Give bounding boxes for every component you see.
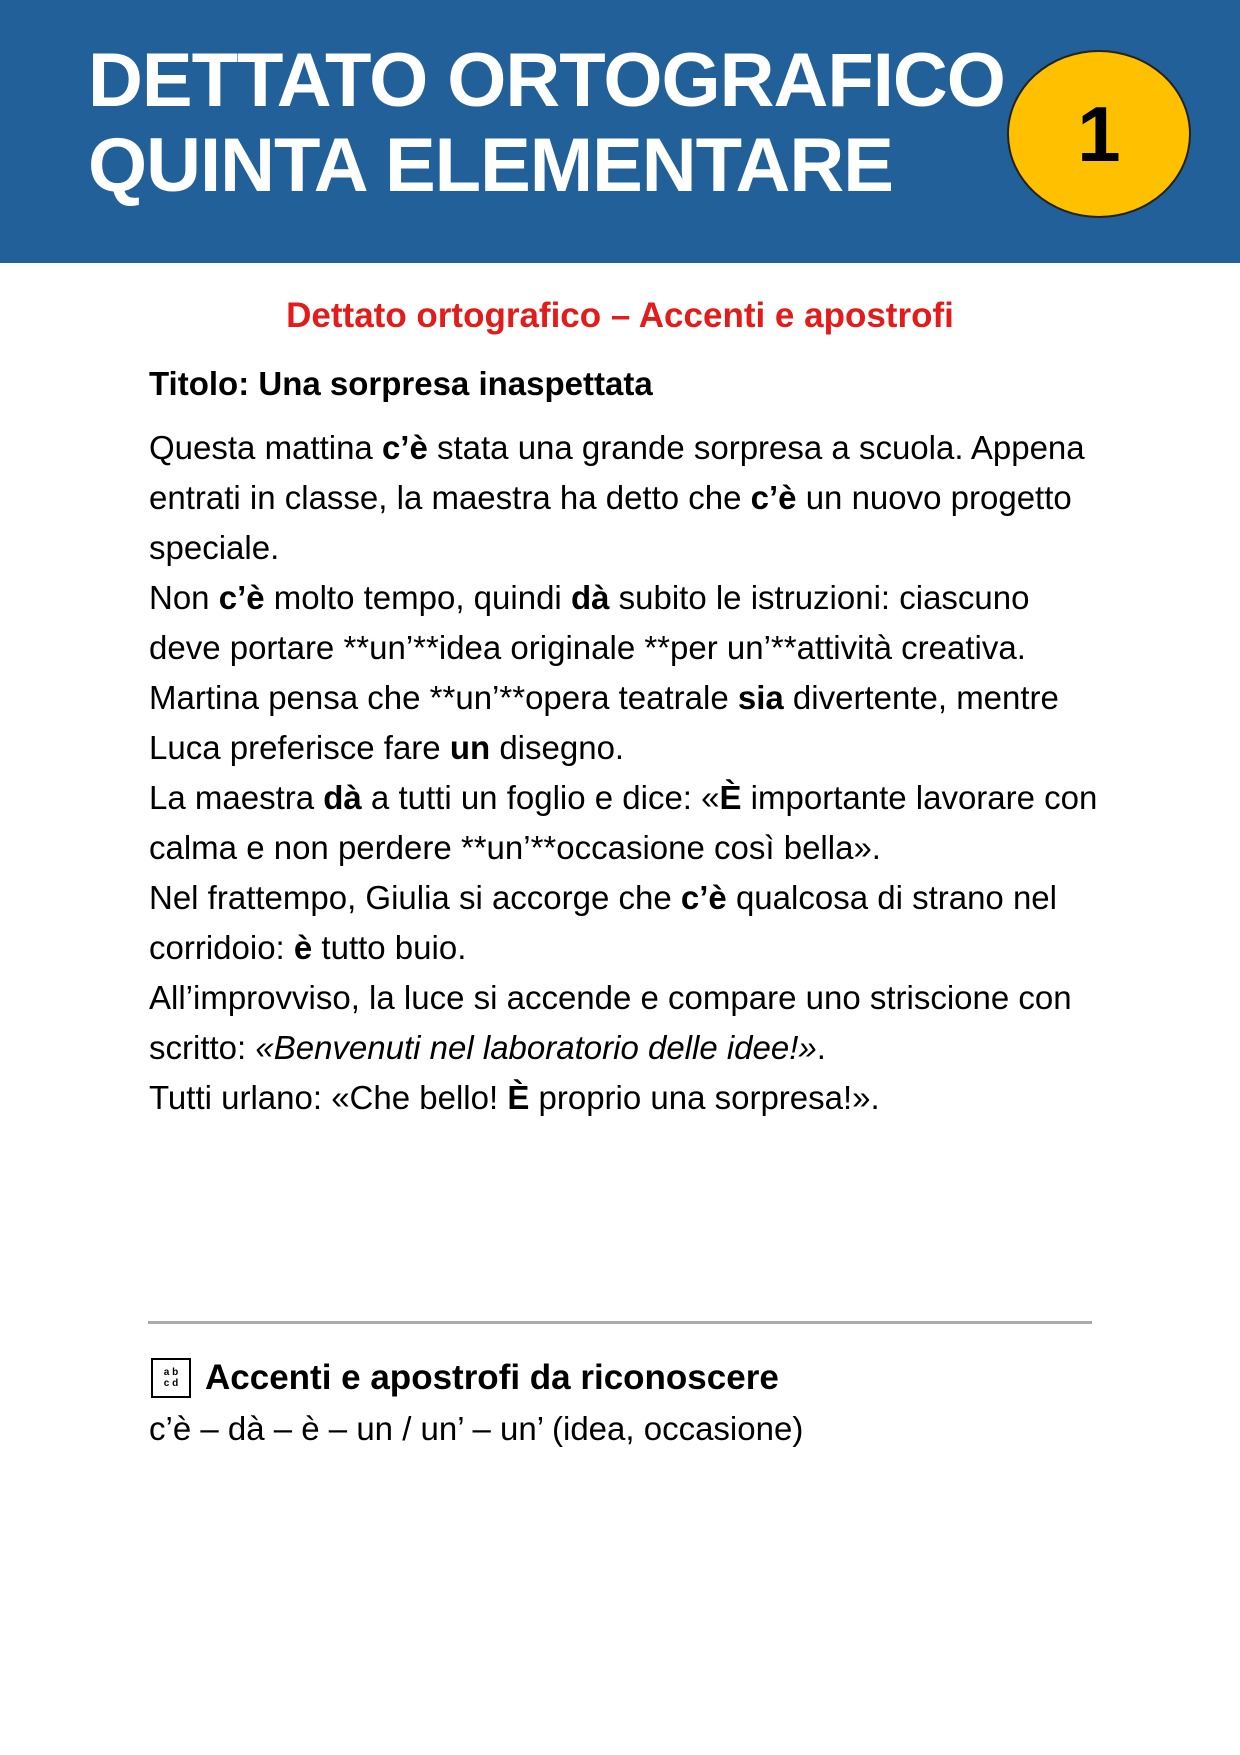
text-segment: divertente, mentre Luca preferisce fare bbox=[149, 679, 1059, 766]
story-paragraph bbox=[149, 423, 1099, 573]
icon-text-2: c d bbox=[163, 1378, 179, 1389]
bold-word: c’è bbox=[218, 579, 265, 616]
story-paragraph bbox=[149, 673, 1099, 773]
section-body: c’è – dà – è – un / un’ – un’ (idea, occasione) bbox=[149, 1410, 804, 1447]
story-paragraph bbox=[149, 1073, 1099, 1123]
story-paragraph bbox=[149, 973, 1099, 1073]
subtitle: Dettato ortografico – Accenti e apostrofi bbox=[286, 296, 954, 335]
text-segment: La maestra bbox=[149, 779, 324, 816]
text-segment: qualcosa di strano nel corridoio: bbox=[149, 879, 1057, 966]
text-segment: Questa mattina bbox=[149, 429, 382, 466]
page-title bbox=[88, 38, 1005, 208]
bold-word: c’è bbox=[680, 879, 727, 916]
story-paragraph bbox=[149, 873, 1099, 973]
header-band bbox=[0, 0, 1240, 263]
story-paragraph bbox=[149, 773, 1099, 873]
abcd-icon bbox=[151, 1358, 191, 1398]
bold-word: c’è bbox=[381, 429, 428, 466]
text-segment: molto tempo, quindi bbox=[264, 579, 571, 616]
text-segment: un nuovo progetto speciale. bbox=[149, 479, 1072, 566]
text-segment: a tutti un foglio e dice: « bbox=[361, 779, 720, 816]
text-segment: Nel frattempo, Giulia si accorge che bbox=[149, 879, 681, 916]
text-segment: disegno. bbox=[490, 729, 625, 766]
icon-text-1: a b bbox=[163, 1367, 179, 1378]
text-segment: stata una grande sorpresa a scuola. Appena entrati in classe, la maestra ha detto che bbox=[149, 429, 1085, 516]
text-segment: proprio una sorpresa!». bbox=[529, 1079, 880, 1116]
story bbox=[149, 359, 1099, 1123]
bold-word: dà bbox=[323, 779, 362, 816]
number-badge: 1 bbox=[1007, 50, 1191, 218]
italic-text: «Benvenuti nel laboratorio delle idee!» bbox=[255, 1029, 817, 1066]
story-body bbox=[149, 423, 1099, 1123]
text-segment: . bbox=[816, 1029, 826, 1066]
bold-word: È bbox=[719, 779, 742, 816]
section-heading-text: Accenti e apostrofi da riconoscere bbox=[205, 1358, 779, 1397]
divider bbox=[148, 1321, 1092, 1324]
title-line-1: DETTATO ORTOGRAFICO bbox=[88, 38, 1005, 123]
bold-word: È bbox=[507, 1079, 530, 1116]
text-segment: importante lavorare con calma e non perdere **un’**occasione così bella». bbox=[149, 779, 1098, 866]
bold-word: c’è bbox=[750, 479, 797, 516]
text-segment: All’improvviso, la luce si accende e compare uno striscione con scritto: bbox=[149, 979, 1072, 1066]
bold-word: è bbox=[293, 929, 313, 966]
section-heading bbox=[151, 1358, 779, 1398]
text-segment: tutto buio. bbox=[312, 929, 467, 966]
story-title: Titolo: Una sorpresa inaspettata bbox=[149, 365, 653, 402]
story-paragraph bbox=[149, 573, 1099, 673]
text-segment: Non bbox=[149, 579, 219, 616]
title-line-2: QUINTA ELEMENTARE bbox=[88, 123, 893, 208]
bold-word: un bbox=[449, 729, 491, 766]
bold-word: sia bbox=[737, 679, 784, 716]
text-segment: subito le istruzioni: ciascuno deve portare **un’**idea originale **per un’**attività creativa. bbox=[149, 579, 1030, 666]
text-segment: Tutti urlano: «Che bello! bbox=[149, 1079, 508, 1116]
bold-word: dà bbox=[570, 579, 610, 616]
text-segment: Martina pensa che **un’**opera teatrale bbox=[149, 679, 738, 716]
